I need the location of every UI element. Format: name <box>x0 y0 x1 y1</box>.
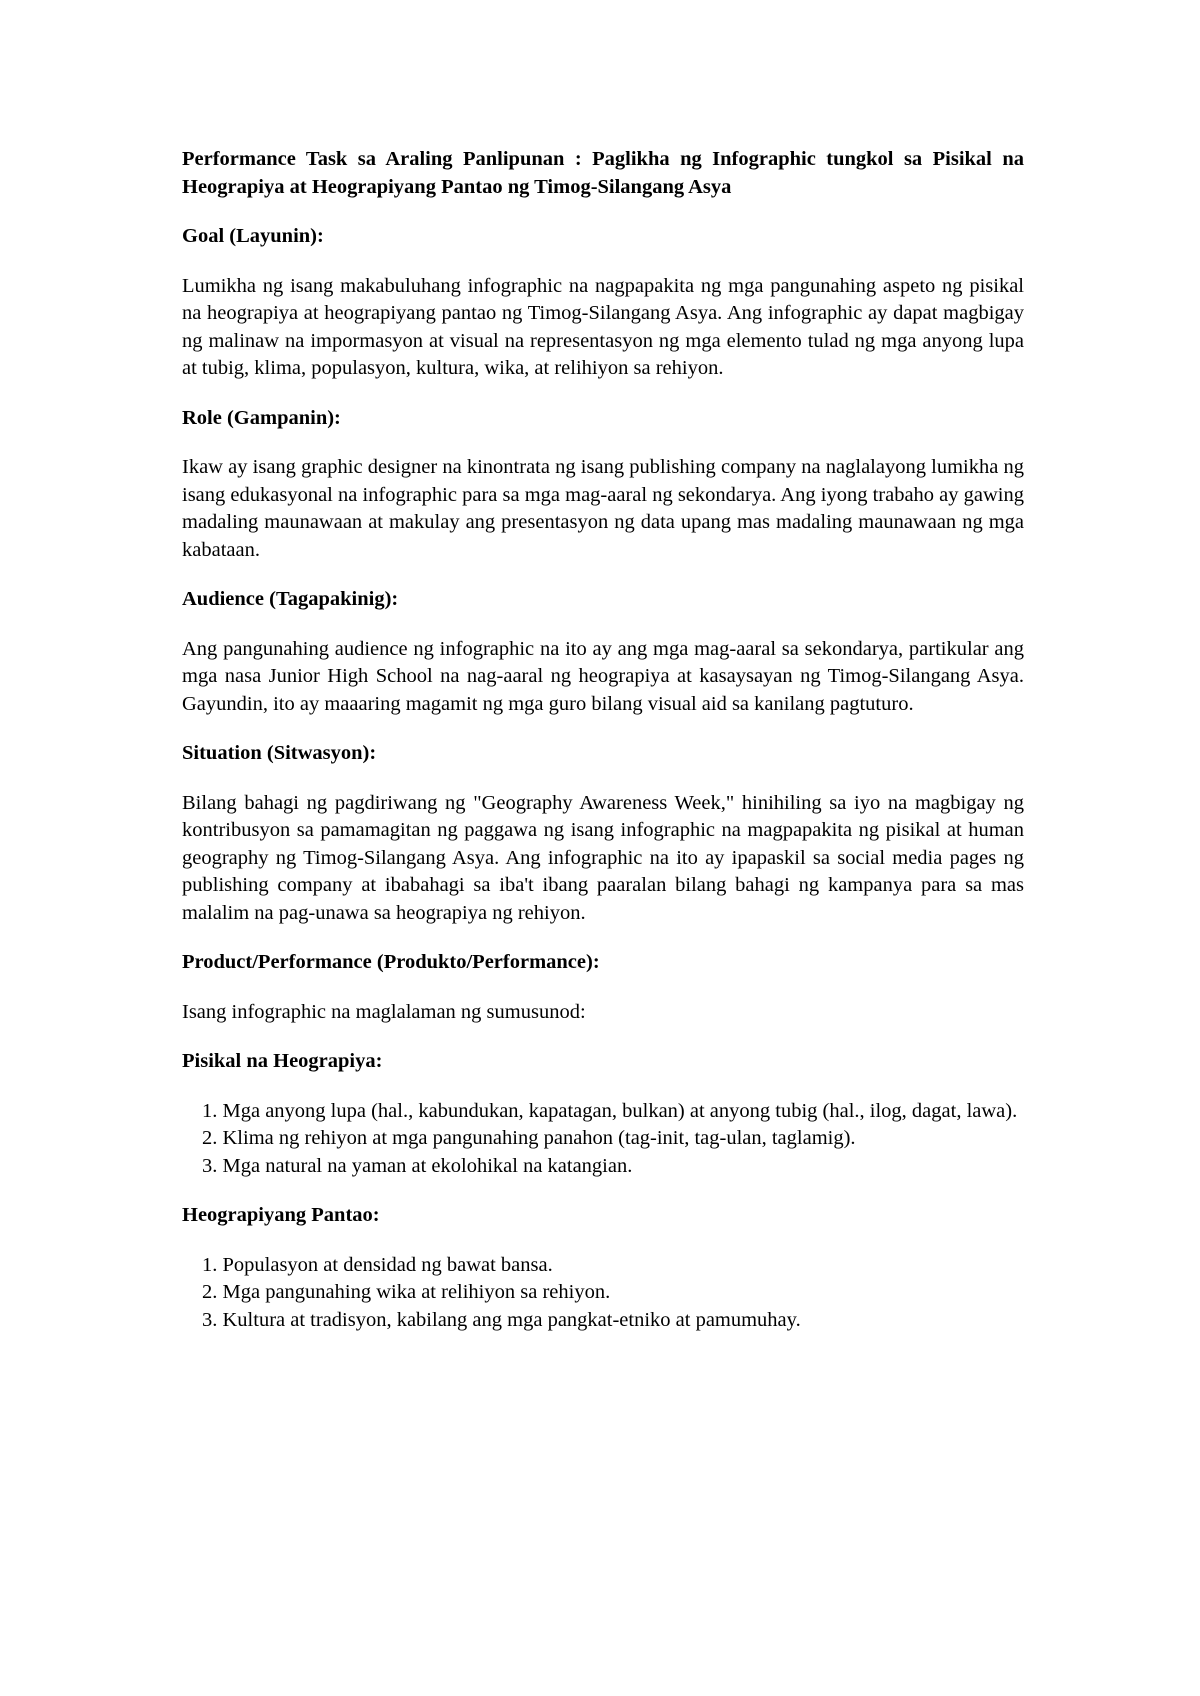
list-item <box>202 1098 1024 1126</box>
document-title: Performance Task sa Araling Panlipunan : Paglikha ng Infographic tungkol sa Pisikal na Heograpiya at Heograpiyang Pantao ng Timog-Silangang Asya <box>182 148 1024 198</box>
role-paragraph: Ikaw ay isang graphic designer na kinontrata ng isang publishing company na naglalayong lumikha ng isang edukasyonal na infographic para sa mga mag-aaral ng sekondarya. Ang iyong trabaho ay gawing madaling maunawaan at makulay ang presentasyon ng data upang mas madaling maunawaan ng mga kabataan. <box>182 456 1024 561</box>
audience-heading: Audience (Tagapakinig): <box>182 588 399 610</box>
list-item-text: Populasyon at densidad ng bawat bansa. <box>222 1253 553 1276</box>
list-number: 1. <box>202 1099 218 1122</box>
list-item-text: Mga natural na yaman at ekolohikal na katangian. <box>222 1154 633 1177</box>
list-item <box>202 1125 1024 1153</box>
physical-geography-list <box>182 1098 1024 1181</box>
audience-paragraph: Ang pangunahing audience ng infographic na ito ay ang mga mag-aaral sa sekondarya, partikular ang mga nasa Junior High School na nag-aaral ng heograpiya at kasaysayan ng Timog-Silangang Asya. Gayundin, ito ay maaaring magamit ng mga guro bilang visual aid sa kanilang pagtuturo. <box>182 637 1024 715</box>
human-geography-list <box>182 1252 1024 1335</box>
product-heading: Product/Performance (Produkto/Performance): <box>182 951 600 973</box>
list-number: 2. <box>202 1127 218 1149</box>
list-number: 3. <box>202 1308 218 1331</box>
list-item-text: Mga pangunahing wika at relihiyon sa rehiyon. <box>222 1281 611 1303</box>
list-item-text: Klima ng rehiyon at mga pangunahing panahon (tag-init, tag-ulan, taglamig). <box>222 1127 856 1149</box>
human-geography-heading: Heograpiyang Pantao: <box>182 1204 380 1226</box>
list-item <box>202 1153 1024 1181</box>
list-item-text: Mga anyong lupa (hal., kabundukan, kapatagan, bulkan) at anyong tubig (hal., ilog, dagat, lawa). <box>222 1099 1018 1122</box>
list-number: 2. <box>202 1281 218 1303</box>
physical-geography-heading: Pisikal na Heograpiya: <box>182 1050 383 1072</box>
situation-heading: Situation (Sitwasyon): <box>182 742 377 764</box>
list-item <box>202 1279 1024 1307</box>
situation-paragraph: Bilang bahagi ng pagdiriwang ng "Geography Awareness Week," hinihiling sa iyo na magbigay ng kontribusyon sa pamamagitan ng paggawa ng isang infographic na magpapakita ng pisikal at human geography ng Timog-Silangang Asya. Ang infographic na ito ay ipapaskil sa social media pages ng publishing company at ibabahagi sa iba't ibang paaralan bilang bahagi ng kampanya para sa mas malalim na pag-unawa sa heograpiya ng rehiyon. <box>182 791 1024 924</box>
goal-heading: Goal (Layunin): <box>182 225 324 247</box>
goal-paragraph: Lumikha ng isang makabuluhang infographic na nagpapakita ng mga pangunahing aspeto ng pisikal na heograpiya at heograpiyang pantao ng Timog-Silangang Asya. Ang infographic ay dapat magbigay ng malinaw na impormasyon at visual na representasyon ng mga elemento tulad ng mga anyong lupa at tubig, klima, populasyon, kultura, wika, at relihiyon sa rehiyon. <box>182 274 1024 379</box>
list-number: 1. <box>202 1253 218 1276</box>
list-number: 3. <box>202 1154 218 1177</box>
role-heading: Role (Gampanin): <box>182 406 341 429</box>
document-page <box>182 146 1024 1356</box>
list-item-text: Kultura at tradisyon, kabilang ang mga pangkat-etniko at pamumuhay. <box>222 1308 801 1331</box>
product-paragraph: Isang infographic na maglalaman ng sumusunod: <box>182 1000 586 1023</box>
list-item <box>202 1307 1024 1335</box>
list-item <box>202 1252 1024 1280</box>
